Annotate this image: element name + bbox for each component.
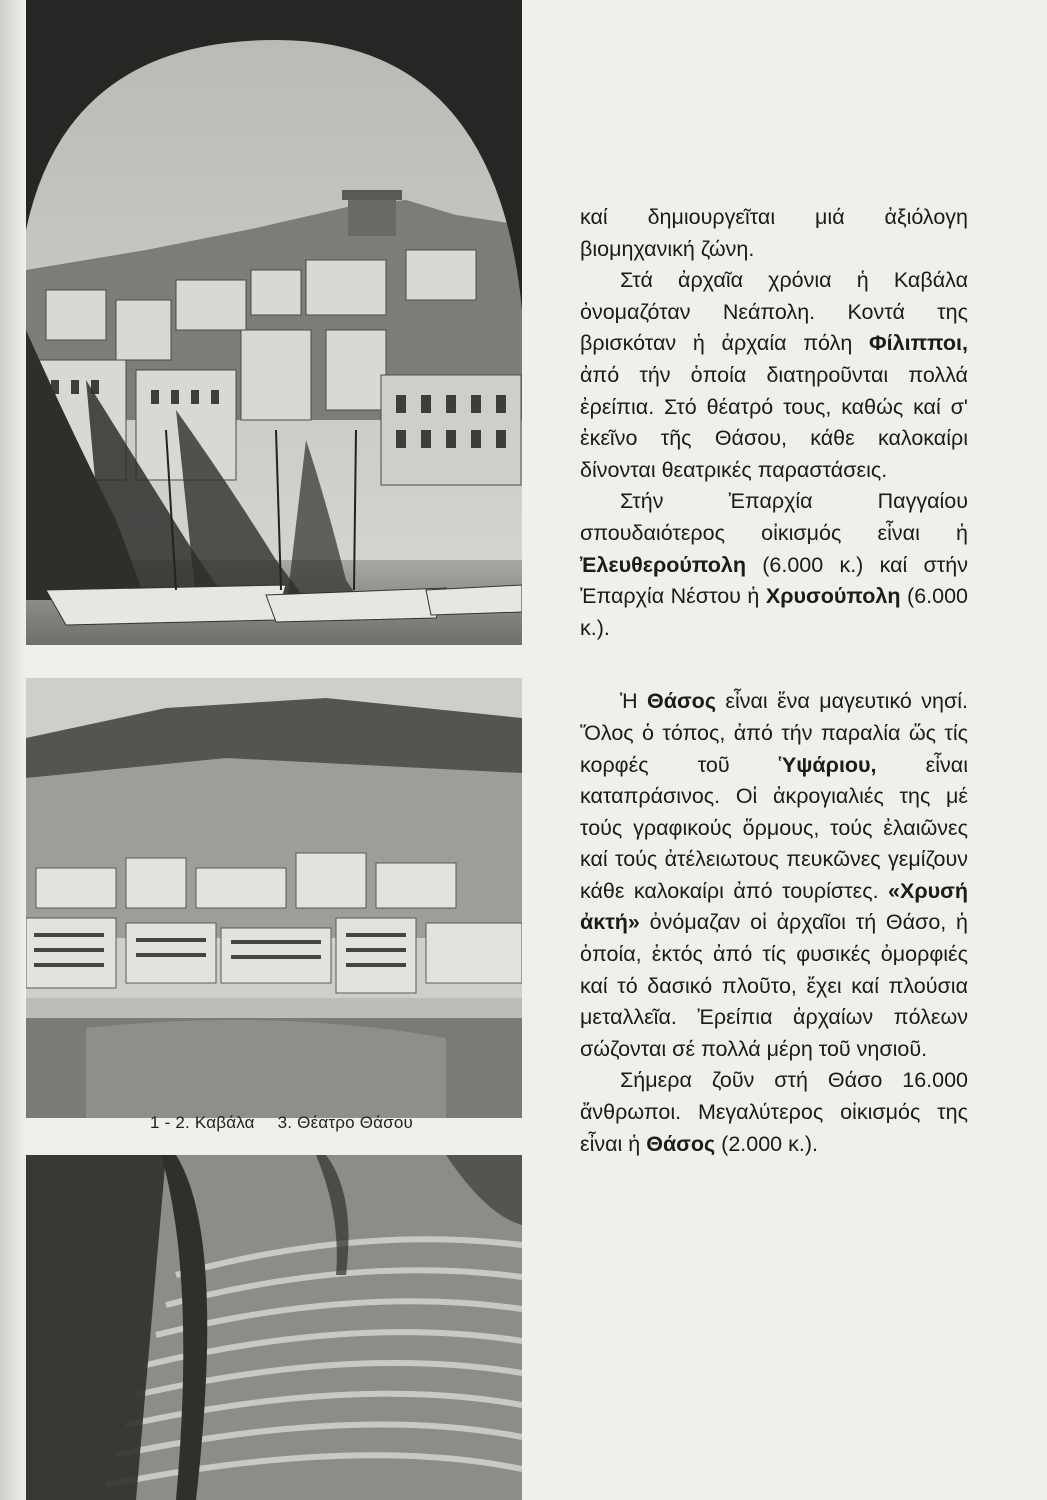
term-eleftheroupoli: Ἐλευθερούπολη [580,552,746,577]
text-thasos-beaches: εἶναι καταπράσινος. Οἱ ἀκρογιαλιές της μέ τούς γραφικούς ὅρμους, τούς ἐλαιῶνες καί τούς ἀτέλειωτους πευκῶνες γεμίζουν κάθε καλοκαίρι ἀπό τουρίστες. [580,752,968,903]
term-thasos: Θάσος [647,689,716,714]
text-nestos: (6.000 κ.) καί στήν Ἐπαρχία Νέστου ἡ [580,552,968,609]
paragraph-thasos-population [580,1065,968,1160]
text-chrysoupoli-pop: (6.000 κ.). [580,584,968,640]
text-pangaio: Στήν Ἐπαρχία Παγγαίου σπουδαιότερος οἰκισμός εἶναι ἡ [580,489,968,545]
body-text-column [580,202,968,1160]
text-ancient-kavala: Στά ἀρχαῖα χρόνια ἡ Καβάλα ὀνομαζόταν Νεάπολη. Κοντά της βρισκόταν ἡ ἀρχαία πόλη [580,268,968,356]
page-spine-shadow [0,0,26,1500]
figure-caption [150,1113,522,1133]
photo-kavala-aerial [26,678,522,1118]
paragraph-thasos [580,686,968,1065]
text-thasos-wealth: ὀνόμαζαν οἱ ἀρχαῖοι τή Θάσο, ἡ ὁποία, ἐκτός ἀπό τίς φυσικές ὀμορφιές καί τό δασικό πλοῦτο, ἔχει καί πλούσια μεταλλεῖα. Ἐρείπια ἀρχαίων πόλεων σώζονται σέ πολλά μέρη τοῦ νησιοῦ. [580,910,968,1061]
text-thasos-intro: Ἡ [620,689,648,714]
photo-thasos-theatre [26,1155,522,1500]
photo-kavala-harbour [26,0,522,645]
term-philippi: Φίλιπποι, [869,331,968,356]
text-thasos-population: Σήμερα ζοῦν στή Θάσο 16.000 ἄνθρωποι. Μεγαλύτερος οἰκισμός της εἶναι ἡ [580,1068,968,1156]
term-ypsarion: Ὑψάριου, [778,752,877,777]
paragraph-ancient-kavala [580,265,968,486]
term-thasos-town: Θάσος [646,1131,716,1156]
text-philippi-ruins: ἀπό τήν ὁποία διατηροῦνται πολλά ἐρείπια. Στό θέατρό τους, καθώς καί σ' ἐκεῖνο τῆς Θάσου, κάθε καλοκαίρι δίνονται θεατρικές παραστάσεις. [580,362,968,482]
term-chrysi-akti: «Χρυσή ἀκτή» [580,878,968,935]
text-industrial-zone: καί δημιουργεῖται μιά ἀξιόλογη βιομηχανική ζώνη. [580,205,968,261]
paragraph-gap [580,644,968,686]
paragraph-pangaio-nestos [580,486,968,644]
paragraph-industrial-zone [580,202,968,265]
term-chrysoupoli: Χρυσούπολη [765,584,901,609]
caption-thasos-theatre: 3. Θέατρο Θάσου [277,1113,414,1132]
text-thasos-town-pop: (2.000 κ.). [715,1131,818,1156]
text-thasos-green: εἶναι ἕνα μαγευτικό νησί. Ὅλος ὁ τόπος, ἀπό τήν παραλία ὥς τίς κορφές τοῦ [580,689,969,777]
caption-kavala: 1 - 2. Καβάλα [150,1113,255,1132]
